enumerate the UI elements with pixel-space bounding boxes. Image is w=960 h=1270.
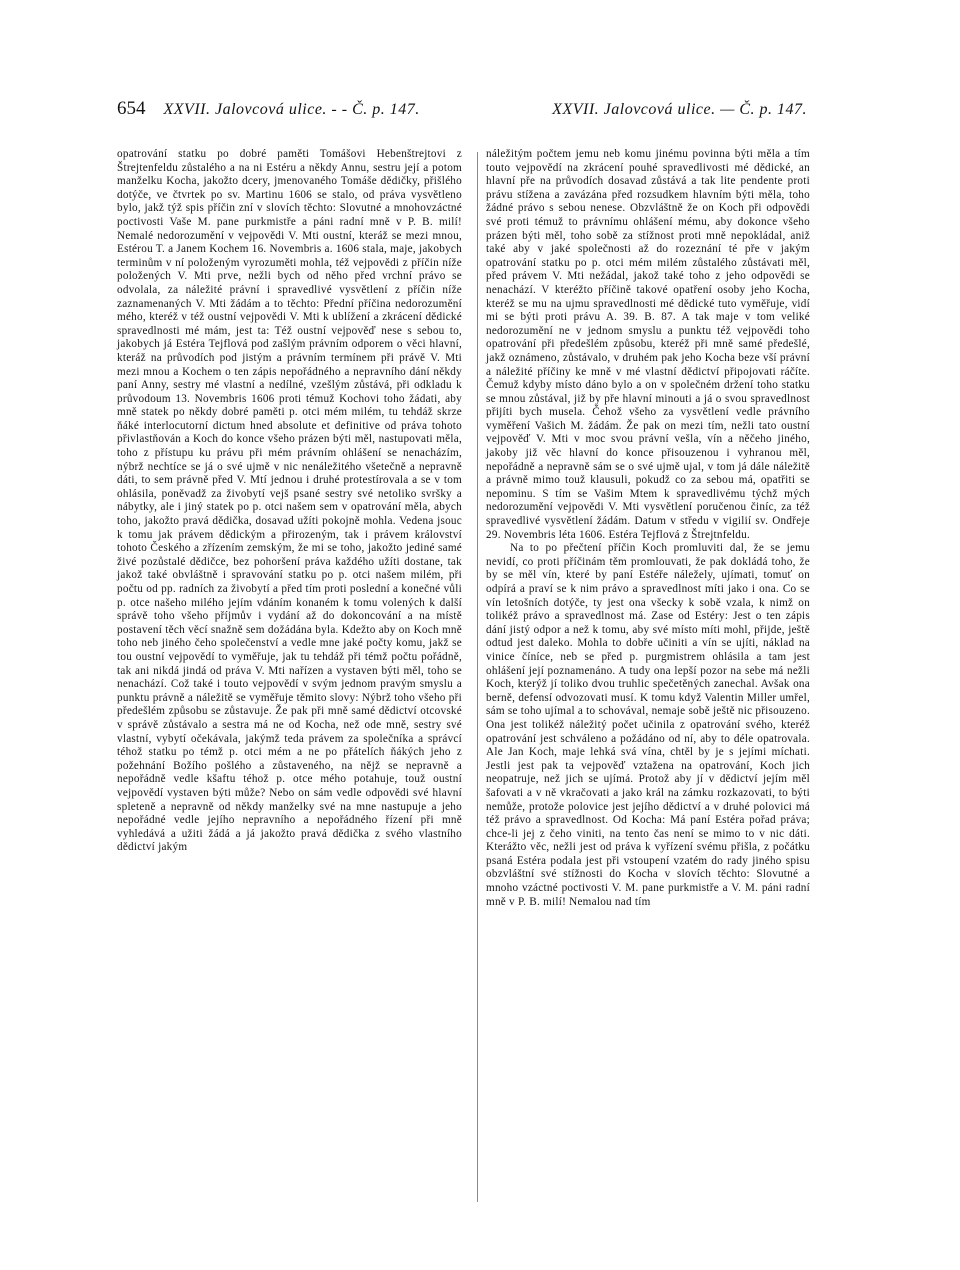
- paragraph: Na to po přečtení příčin Koch promluviti dal, že se jemu nevidí, co proti příčinám těm promlouvati, že pak dokládá toho, že by se měl vín, které by paní Estéře náležely, ujímati, tomuť on odpírá a praví se k nim právo a spravedlnost míti jako i ona. Co se vín letošních dotýče, ty jest ona všecky k sobě vzala, k nimž on tolikéž právo a spravedlnost má. Zase od Estéry: Jest o ten zápis dání jistý odpor a než k tomu, aby své místo míti mohl, přijde, ještě odtud jest daleko. Mohla to dobře učiniti a vín se ujíti, náklad na vinice číníce, neb se před p. purgmistrem ohlásila a tam jest ohlášení její poznamenáno. A tudy ona lepší pozor na sebe má nežli Koch, kterýž jí toliko dvou truhlic spečetěných zanechal. Avšak ona berně, defensí odvozovati musí. K tomu když Valentin Miller umřel, sám se toho ujímal a to schovával, nemaje sobě ještě nic přisouzeno. Ona jest tolikéž náležitý počet učinila z opatrování svého, kteréž opatrování jest schváleno a požádáno od ní, aby to déle opatrovala. Ale Jan Koch, maje lehká svá vína, chtěl by je s jejími míchati. Jestli jest pak ta vejpověď vztažena na opatrování, Koch jich neopatruje, než jich se ujímá. Protož aby jí v dědictví jejím měl šafovati a v ně vkračovati a jako král na zámku rozkazovati, to býti nemůže, protože polovice jest jejího dědictví a v druhé polovici má též právo a spravedlnost. Od Kocha: Má paní Estéra pořad práva; chce-li jej z čeho viniti, na tento čas není se mimo to v nic dáti. Kterážto věc, nežli jest od práva k vyřízení svému přišla, z počátku psaná Estéra podala jest při vstoupení vzatém do rady jiného spisu obzvláštní své stížnosti do Kocha v slovích těchto: Slovutné a mnoho vzáctné poctivosti V. M. pane purkmistře a V. M. páni radní mně v P. B. milí! Nemalou nad tím: [486, 542, 810, 908]
- paragraph: náležitým počtem jemu neb komu jinému povinna býti měla a tím touto vejpovědí na zkrácení pouhé spravedlivosti mé dědické, an hlavní pře na průvodích dosavad zůstává a tak lite pendente proti právu stížena a zavázána před rozsudkem hlavním býti měla, toho žádné právo s sebou nenese. Obzvláštně že on Koch při odpovědi své proti témuž to právnímu ohlášení mému, aby dokonce všeho prázen býti měl, toho sobě za stížnost proti mně nepokládal, aniž také aby v jaké společnosti až do rozeznání té pře v jakým opatrování statku po p. otci mém milém zůstalého zůstávati měl, před právem V. Mti nežádal, jakož také toho z jeho odpovědi se nenachází. V kteréžto příčině takové opatření osoby jeho Kocha, kteréž se mu na ujmu spravedlnosti mé dědické tuto vyměřuje, vidí mi se býti proti právu A. 39. B. 87. A tak maje v tom veliké nedorozumění ne v jednom smyslu a punktu též vejpovědi toho opatrování při předešlém způsobu, kteréž při mně samé předešlé, jakž oznámeno, zůstávalo, v druhém pak jeho Kocha beze vší právní a náležité příčiny ke mně v mé vlastní dědictví připojovati ráčíte. Čemuž kdyby místo dáno bylo a on v společném držení toho statku se mnou zůstával, již by pře hlavní minouti a já o svou spravedlnost přijíti bych musela. Čehož všeho za vysvětlení vedle právního vyměření Vašich M. žádám. Že pak on mezi tím, nežli tato oustní vejpověď V. Mti v moc svou právní vešla, vín a něčeho jiného, jakoby již věc hlavní do konce přisouzenou i vyhranou měl, nepořádně a nepravně sám se o své ujmě ujal, v tom já dále náležitě a právně mimo touž klausuli, pokudž co za sebou má, opatřiti se nepominu. S tím se Vašim Mtem k spravedlivému týchž mých nedorozumění vejpovědi V. Mti vysvětlení poručenou činíc, za též spravedlivé vysvětlení žádám. Datum v středu v vigilií sv. Ondřeje 29. Novembris léta 1606. Estéra Tejflová z Štrejtnfeldu.: [486, 148, 810, 541]
- column-divider: [477, 152, 478, 1202]
- right-text-column: [486, 148, 810, 909]
- paragraph: opatrování statku po dobré paměti Tomášovi Hebenštrejtovi z Štrejtenfeldu zůstalého a na ni Estéru a někdy Annu, sestru její a potom manželku Kocha, jakožto dcery, jmenovaného Tomáše dědičky, přišlého dotýče, ve čtvrtek po sv. Martinu 1606 se stalo, od práva vysvětleno bylo, jakž týž spis příčin zní v slovích těchto: Slovutné a mnohovzáctné poctivosti Vaše M. pane purkmistře a páni radní mně v P. B. milí! Nemalé nedorozumění v vejpovědi V. Mti oustní, kteráž se mezi mnou, Estérou T. a Janem Kochem 16. Novembris a. 1606 stala, maje, jakobych terminům v ní položeným vyrozuměti mohla, též vejpovědi z příčin níže položených V. Mti prve, nežli bych od něho před vrchní právo se odvolala, za náležité právní i spravedlivé vysvětlení z příčin níže zaznamenaných V. Mti žádám a to těchto: Přední příčina nedorozumění mého, kteréž v též oustní vejpovědi V. Mti k ublížení a zkrácení dědické spravedlnosti mé mám, jest ta: Též oustní vejpověď nese s sebou to, jakobych já Estéra Tejflová pod zašlým právním odporem o věci hlavní, kteráž na průvodích pod jistým a právním termínem při právě V. Mti mezi mnou a Kochem o ten zápis nepořádného a nepravního dání někdy paní Anny, sestry mé vlastní a nedílné, vzešlým zůstává, při odkladu k průvodoum 13. Novembris 1606 proti témuž Kochovi toho žádati, aby mně statek po někdy dobré paměti p. otci mém milém, tu tehdáž skrze ňáké interlocutorní dictum hned absolute et definitive od práva tohoto přivlastňován a Koch do konce všeho prázen býti měl, nastupovati měla, toho z přístupu ku právu při mém právním ohlášení se nenacházím, nýbrž nechtíce se já o své ujmě v nic nenáležitého všetečně a nepravně dáti, to sem právně před V. Mtí jednou i druhé protestírovala a se v tom ohlásila, poněvadž za živobytí vejš psané sestry své netoliko svršky a nábytky, ale i jiný statek po p. otci našem sem v opatrování měla, abych toho, jakožto pravá dědička, dosavad užíti pokojně mohla. Vedena jsouc k tomu jak právem dědickým a přirozeným, tak i právem království tohoto Českého a zřízením zemským, že mi se toho, jakožto jediné samé živé pozůstalé dědičce, bez pohoršení práva každého užíti dostane, tak jakož také obvláštně i spravování statku po p. otci našem milém, při počtu od pp. radních za živobytí a před tím proti poslední a konečné vůli p. otce našeho milého jejím vdáním konaném k tomu volených k další správě toho všeho příjmův i vydání až do dokoncování a na místě postavení těch věcí snažně sem dožádána byla. Kdežto aby on Koch mně toho neb jiného čeho společenství a vedle mne jaké počty komu, jakž se tou oustní vejpovědí to vyměřuje, jak tu tehdáž při témž počtu pořádně, tak ani nikdá jindá od práva V. Mti nařízen a vystaven býti měl, toho se nenachází. Což také i touto vejpovědí v svým jednom pravým smyslu a punktu právně a náležitě se vyměřuje těmito slovy: Nýbrž toho všeho při předešlém způsobu se zůstavuje. Že pak při mně samé dědictví otcovské v správě zůstávalo a sestra má ne od Kocha, než ode mně, sestry své vlastní, vybytí očekávala, jakýmž teda právem za společníka a správcí téhož statku po témž p. otci mém a ne po přátelích ňákých jeho z požehnání Božího pošlého a zůstaveného, na nějž se nepravně a nepořádně vedle kšaftu téhož p. otce mého potahuje, touž oustní vejpovědí vystaven býti může? Nebo on sám vedle odpovědi své hlavní spleteně a nepravně od někdy manželky své na mne nastupuje a jeho nepořádné vedle jejího nepravního a nepořádného řízení při mně vyhledává a užiti žádá a já jakožto pravá dědička z svého vlastního dědictví jakým: [117, 148, 462, 854]
- page-number: 654: [117, 98, 146, 119]
- running-head-left: XXVII. Jalovcová ulice. - - Č. p. 147.: [163, 101, 420, 118]
- left-text-column: [117, 148, 462, 855]
- page-header: [117, 98, 807, 132]
- running-head-right: XXVII. Jalovcová ulice. — Č. p. 147.: [552, 101, 807, 118]
